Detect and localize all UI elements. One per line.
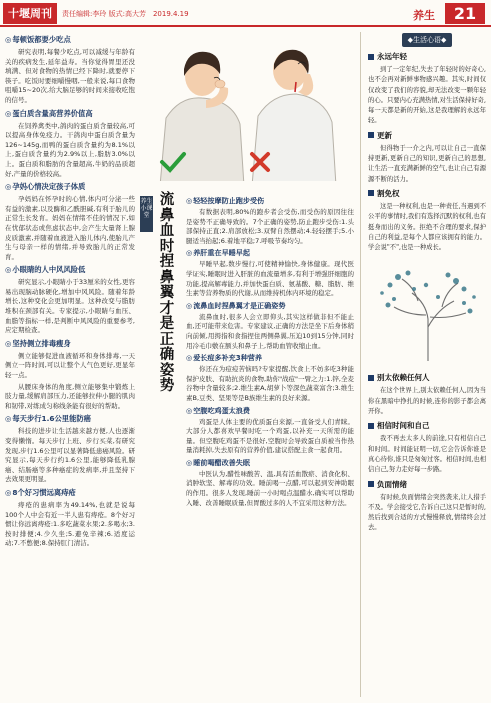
page-credits bbox=[62, 9, 189, 19]
article-title: ◎ 爱长痘多补充3种营养 bbox=[186, 353, 354, 363]
article-title: ◎ 8个好习惯远离痔疮 bbox=[5, 488, 135, 498]
article bbox=[186, 458, 354, 508]
essay-body: 但得物于一介之内,可以让自己一直保持更新,更新自己的知识,更新自己的思想,让生活一直充满新鲜的空气,也让自己有源源不断的活力。 bbox=[368, 144, 486, 183]
article-body: 鸡蛋是人体主要的优质蛋白来源,一直备受人们青睐。大部分人都喜欢早餐时吃一个鸡蛋,以补充一天所需的能量。但空腹吃鸡蛋不是很好,空腹时会导致蛋白质被当作热量消耗掉,失去原有的营养价值,建议搭配主食一起食用。 bbox=[186, 417, 354, 455]
essay-title: 别太依赖任何人 bbox=[377, 373, 430, 383]
essay-heading bbox=[368, 51, 486, 62]
article bbox=[5, 414, 135, 485]
headline-char: 鼻 bbox=[159, 206, 175, 224]
right-column bbox=[368, 32, 486, 697]
headline-char: 血 bbox=[159, 222, 175, 239]
article-title: ◎ 孕妈心情决定孩子体质 bbox=[5, 182, 135, 192]
newspaper-logo: 十堰周刊 bbox=[3, 3, 57, 24]
editor-credits: 责任编辑:李玲 版式:高大芳 bbox=[62, 10, 146, 18]
article-body: 你还在为痘痘苦恼吗?专家提醒,饮食上不妨多吃3种能保护皮肤、有助抗炎的食物,助你"战痘"一臂之力:1.锌,全麦谷物中含量较多;2.维生素A,胡萝卜等深色蔬菜富含;3.维生素B,豆类、坚果等是B族维生素的良好来源。 bbox=[186, 365, 354, 402]
article-title: ◎ 坚持侧立排毒瘦身 bbox=[5, 339, 135, 349]
middle-column bbox=[186, 194, 354, 699]
article bbox=[5, 265, 135, 336]
essay-heading bbox=[368, 479, 486, 490]
issue-date: 2019.4.19 bbox=[152, 10, 189, 18]
article bbox=[5, 339, 135, 412]
article bbox=[5, 182, 135, 262]
article bbox=[186, 196, 354, 246]
article-body: 中医认为,醋性味酸苦、温,具有活血散瘀、消食化积、消肿软坚、解毒的功效。睡前喝一点醋,可以起到安神助眠的作用。很多人发现,睡前一小时喝点温醋水,确实可以帮助入睡、改善睡眠质量,但胃酸过多的人不宜采用这种方法。 bbox=[186, 469, 354, 507]
essay-title: 相信时间和自己 bbox=[377, 421, 430, 431]
article-body: 科技的进步让生活越来越方便,人也逐渐变得懒惰。每天步行上班、步行买菜,有研究发现,步行1.6公里可以显著降低患癌风险。研究显示,每天步行约1.6公里,能够降低乳腺癌、结肠癌等多种癌症的发病率,并且坚持下去效果更明显。 bbox=[5, 427, 135, 484]
section-name: 养生 bbox=[413, 9, 435, 22]
essay bbox=[368, 479, 486, 534]
essay-heading bbox=[368, 130, 486, 141]
article-body: 研究显示,小眼睛小于33厘米的女性,更容易出现脑动脉硬化,增加中风风险。随着年龄增长,这种变化会更加明显。这种改变与脂肪堆积在颈部有关。专家提示,小眼睛与血压、血脂等指标一样,是判断中风风险的重要参考,应定期检查。 bbox=[5, 278, 135, 335]
article-title: ◎ 养肝重在早睡早起 bbox=[186, 248, 354, 258]
essay-body: 在这个世界上,别太依赖任何人,因为当你在黑暗中挣扎的时候,连你的影子都会离开你。 bbox=[368, 387, 486, 416]
essay-body: 这是一种权利,也是一种责任,当遇到不公平的事情时,我们有选择沉默的权利,也有挺身而出的义务。拒绝不合理的要求,保护自己的利益,是每个人都应该拥有的能力。学会说"不",也是一种成长。 bbox=[368, 202, 486, 252]
essay-heading bbox=[368, 188, 486, 199]
essay-heading bbox=[368, 420, 486, 431]
essay-title: 更新 bbox=[377, 130, 392, 140]
square-bullet-icon bbox=[368, 423, 374, 429]
feature-headline bbox=[155, 192, 179, 394]
tree-illustration bbox=[368, 257, 486, 363]
column-divider bbox=[360, 32, 361, 697]
article-body: 痔疮的患病率为49.14%,也就是说每100个人中会有近一半人患有痔疮。8个好习惯让你远离痔疮:1.多吃蔬菜水果;2.多喝水;3.按时排便;4.少久坐;5.避免辛辣;6.适度运动;7.不憋便;8.保持肛门清洁。 bbox=[5, 500, 135, 548]
article-body: 早睡早起,数步慢行,可使精神愉快,身体健康。现代医学证实,睡眠时进入肝脏的血流量增多,有利于增强肝细胞的功能,提高解毒能力,并加快蛋白质、氨基酸、糖、脂肪、维生素等营养物质的代谢,从而维持机体内环境的稳定。 bbox=[186, 260, 354, 298]
article bbox=[186, 301, 354, 351]
headline-char: 捏 bbox=[159, 253, 175, 270]
nosebleed-posture-illustration bbox=[140, 36, 352, 181]
article bbox=[5, 109, 135, 180]
essay-heading bbox=[368, 372, 486, 383]
headline-char: 流 bbox=[159, 191, 175, 208]
article-title: ◎ 蛋白质含量高营养价值高 bbox=[5, 109, 135, 119]
essay bbox=[368, 188, 486, 253]
essay bbox=[368, 420, 486, 475]
headline-char: 确 bbox=[159, 346, 175, 363]
article-title: ◎ 每顿饭都要少吃点 bbox=[5, 35, 135, 45]
essay-title: 割免权 bbox=[377, 188, 400, 198]
essay bbox=[368, 372, 486, 417]
left-column bbox=[5, 32, 135, 697]
banner-label: ◆生活心语◆ bbox=[402, 33, 453, 47]
headline-char: 时 bbox=[159, 237, 175, 255]
essay bbox=[368, 51, 486, 127]
article bbox=[186, 248, 354, 298]
article bbox=[5, 488, 135, 549]
article-body: 从腰床身体的角度,侧立能够集中锻炼上肢力量,缓解肩部压力,还能够拉伸小腿的肌肉和韧带,对练成匀称线条能有很好的帮助。 bbox=[5, 382, 135, 410]
article-body: 研究表明,每餐少吃点,可以减缓与年龄有关的疾病发生,延年益寿。当你觉得胃里还没填满、但对食物的热情已经下降时,就要停下筷子。吃饭时要细嚼慢咽,一般来说,每口食物咀嚼15~20次,给大脑足够的时间来接收吃饱的信号。 bbox=[5, 48, 135, 104]
headline-char: 翼 bbox=[159, 284, 175, 301]
column-banner bbox=[368, 32, 486, 48]
square-bullet-icon bbox=[368, 481, 374, 487]
square-bullet-icon bbox=[368, 190, 374, 196]
article bbox=[5, 35, 135, 106]
headline-char: 势 bbox=[159, 377, 175, 394]
article-title: ◎ 小眼睛的人中风风险低 bbox=[5, 265, 135, 275]
page-number: 21 bbox=[445, 3, 485, 24]
headline-char: 是 bbox=[159, 315, 175, 332]
article-body: 孕妈妈在怀孕时的心情,体内可分泌一些有益的激素,以及酶和乙酰胆碱,有利于胎儿的正常生长发育。妈妈在情绪不佳的情况下,如在忧郁状态或焦虑状态中,会产生大量肾上腺皮质激素,并随着血液进入胎儿体内,使胎儿产生与母亲一样的情绪,并导致胎儿的正常发育。 bbox=[5, 195, 135, 261]
article bbox=[186, 406, 354, 456]
essay-body: 我不再去太多人的前途,只有相信自己和时间。时间能证明一切,它会告诉你谁是真心待你,谁只是匆匆过客。相信时间,也相信自己,努力走好每一步路。 bbox=[368, 435, 486, 474]
article-body: 有数据表明,80%的跑步者会受伤,而受伤的原因往往是姿势不正确导致的。7个正确的姿势,防止跑步受伤:1.头部保持正直;2.肩部放松;3.双臂自然摆动;4.轻轻摆手;5.小腿适当抬起;6.着地平稳;7.呼吸节奏均匀。 bbox=[186, 208, 354, 245]
column-label: 养生小课堂 bbox=[140, 196, 153, 232]
square-bullet-icon bbox=[368, 375, 374, 381]
square-bullet-icon bbox=[368, 54, 374, 60]
article-title: ◎ 轻轻按摩防止跑步受伤 bbox=[186, 196, 354, 206]
article bbox=[186, 353, 354, 403]
square-bullet-icon bbox=[368, 132, 374, 138]
headline-char: 才 bbox=[159, 299, 175, 317]
article-title: ◎ 每天步行1.6公里能防癌 bbox=[5, 414, 135, 424]
article-title: ◎ 空腹吃鸡蛋太浪费 bbox=[186, 406, 354, 416]
masthead bbox=[0, 0, 491, 27]
article-body: 流鼻血时,很多人会立即仰头,其实这样做非但不能止血,还可能带来危害。专家建议,正确的方法是坐下后身体稍向前倾,用拇指和食指捏住两侧鼻翼,压迫10到15分钟,同时用冷毛巾敷在额头和鼻子上,帮助血管收缩止血。 bbox=[186, 312, 354, 350]
headline-char: 正 bbox=[159, 330, 175, 348]
headline-char: 鼻 bbox=[159, 268, 175, 286]
essay-title: 负面情绪 bbox=[377, 479, 407, 489]
essay bbox=[368, 130, 486, 185]
essay-body: 到了一定年纪,失去了年轻时的好奇心,也不会再对新鲜事物感兴趣。其实,时间仅仅改变了我们的容貌,却无法改变一颗年轻的心。只要内心充满热情,对生活保持好奇,每一天都是新的开始,这是我理解的永远年轻。 bbox=[368, 66, 486, 125]
headline-char: 姿 bbox=[159, 361, 175, 379]
article-title: ◎ 流鼻血时捏鼻翼才是正确姿势 bbox=[186, 301, 354, 311]
article-body: 在饲养禽类中,鸽肉的蛋白质含量较高,可以提高身体免疫力。干鸽肉中蛋白质含量为126~145g,而鸭的蛋白质含量约为8.1%以上,蛋白质含量约为2.9%以上,脂肪3.0%以上。蛋白质和脂肪的含量超高,牛奶的品质超好,产量的价格较高。 bbox=[5, 121, 135, 178]
article-body: 侧立能够促进血液循环和身体排毒,一天侧立一阵时间,可以让整个人气色更好,更显年轻一点。 bbox=[5, 351, 135, 380]
essay-title: 永远年轻 bbox=[377, 52, 407, 61]
article-title: ◎ 睡前喝醋改善失眠 bbox=[186, 458, 354, 468]
essay-body: 有时候,负面情绪会突然袭来,让人措手不及。学会接受它,告诉自己这只是暂时的,然后找到合适的方式慢慢释放,情绪终会过去。 bbox=[368, 493, 486, 532]
